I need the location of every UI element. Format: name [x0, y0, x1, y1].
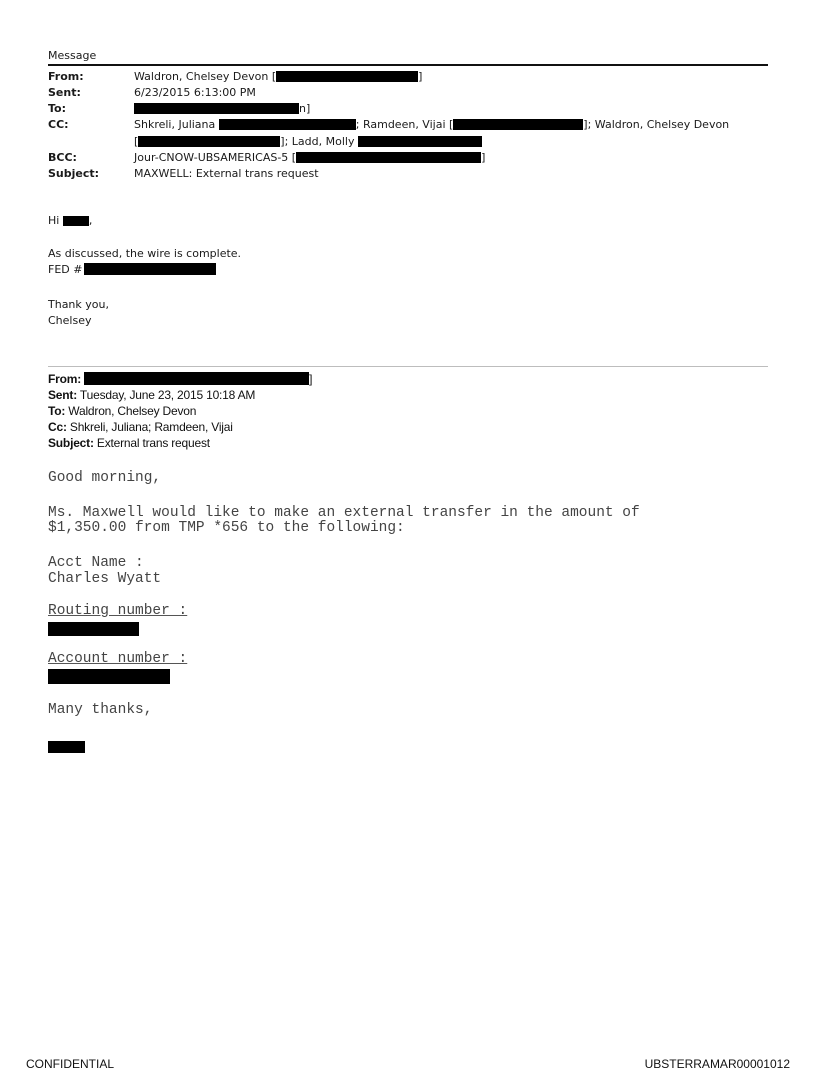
cc-value-line2: [134, 135, 482, 148]
fwd-subject: [48, 436, 210, 450]
footer-bates-number: UBSTERRAMAR00001012: [644, 1057, 790, 1071]
acct-name-value: Charles Wyatt: [48, 571, 162, 587]
bcc-name: Jour-CNOW-UBSAMERICAS-5 [: [134, 151, 297, 164]
redaction-box: [84, 372, 309, 385]
redaction-box: [63, 216, 89, 226]
redaction-box: [134, 103, 299, 114]
fwd-request-line: $1,350.00 from TMP *656 to the following:: [48, 520, 405, 536]
redaction-box: [84, 263, 216, 275]
redaction-box: [48, 622, 139, 636]
separator-rule: [48, 366, 768, 367]
fed-reference: [48, 263, 216, 276]
fwd-sent-value: Tuesday, June 23, 2015 10:18 AM: [77, 388, 256, 402]
fwd-from-bracket: ]: [309, 372, 313, 386]
cc-value-line1: [134, 118, 729, 131]
to-tail: n]: [299, 102, 311, 115]
from-name: Waldron, Chelsey Devon [: [134, 70, 277, 83]
routing-label: Routing number :: [48, 603, 188, 619]
routing-redaction: [48, 621, 139, 639]
from-value: [134, 70, 422, 83]
reply-signature: Chelsey: [48, 314, 92, 327]
sent-value: 6/23/2015 6:13:00 PM: [134, 86, 256, 99]
fwd-cc: [48, 420, 233, 434]
subject-value: MAXWELL: External trans request: [134, 167, 319, 180]
redaction-box: [358, 136, 482, 147]
fwd-to: [48, 404, 196, 418]
fwd-to-value: Waldron, Chelsey Devon: [65, 404, 197, 418]
fwd-cc-label: Cc:: [48, 420, 67, 434]
sent-label: Sent:: [48, 86, 81, 99]
from-bracket: ]: [418, 70, 423, 83]
redaction-box: [48, 741, 85, 753]
bcc-label: BCC:: [48, 151, 77, 164]
redaction-box: [48, 669, 170, 684]
redaction-box: [453, 119, 583, 130]
reply-closing: Thank you,: [48, 298, 109, 311]
fwd-greeting: Good morning,: [48, 470, 162, 486]
acct-name-label: Acct Name :: [48, 555, 144, 571]
account-label: Account number :: [48, 651, 188, 667]
fwd-from-label: From:: [48, 372, 81, 386]
redaction-box: [138, 136, 280, 147]
reply-greeting: [48, 214, 92, 227]
signature-redaction: [48, 738, 85, 756]
redaction-box: [296, 152, 481, 163]
fwd-subject-value: External trans request: [93, 436, 210, 450]
header-rule: [48, 64, 768, 66]
bcc-bracket: ]: [481, 151, 486, 164]
greeting-comma: ,: [88, 214, 93, 227]
greeting-word: Hi: [48, 214, 60, 227]
fwd-cc-value: Shkreli, Juliana; Ramdeen, Vijai: [66, 420, 233, 434]
fwd-to-label: To:: [48, 404, 66, 418]
footer-confidential: CONFIDENTIAL: [26, 1057, 115, 1071]
redaction-box: [276, 71, 418, 82]
fwd-request-line: Ms. Maxwell would like to make an external transfer in the amount of: [48, 505, 640, 521]
message-title: Message: [48, 49, 97, 62]
cc-shkreli: Shkreli, Juliana: [134, 118, 216, 131]
cc-bracket-open: [: [134, 135, 139, 148]
fwd-sent: [48, 388, 255, 402]
to-value: [134, 102, 310, 115]
bcc-value: [134, 151, 485, 164]
fed-label: FED #: [48, 263, 83, 276]
fwd-from: [48, 372, 312, 386]
cc-waldron: ]; Waldron, Chelsey Devon: [583, 118, 730, 131]
from-label: From:: [48, 70, 84, 83]
to-label: To:: [48, 102, 66, 115]
redaction-box: [219, 119, 356, 130]
cc-ladd: ]; Ladd, Molly: [280, 135, 355, 148]
cc-label: CC:: [48, 118, 69, 131]
reply-line: As discussed, the wire is complete.: [48, 247, 242, 260]
fwd-sent-label: Sent:: [48, 388, 78, 402]
cc-ramdeen: ; Ramdeen, Vijai [: [355, 118, 454, 131]
fwd-subject-label: Subject:: [48, 436, 94, 450]
subject-label: Subject:: [48, 167, 100, 180]
fwd-closing: Many thanks,: [48, 702, 153, 718]
account-redaction: [48, 669, 170, 687]
